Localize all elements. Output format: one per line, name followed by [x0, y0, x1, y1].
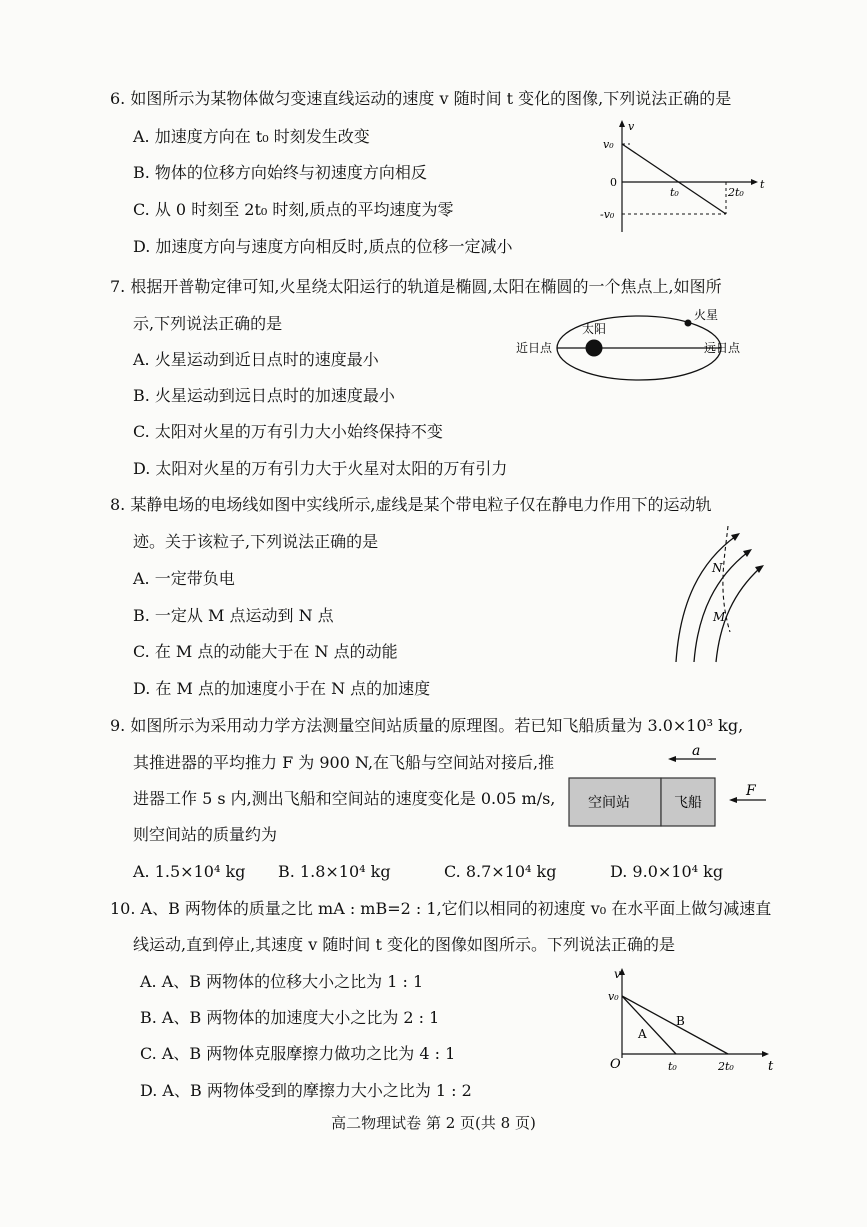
q8-field-line-1 — [676, 536, 736, 662]
q10-stem-line1: 10. A、B 两物体的质量之比 mA : mB=2 : 1,它们以相同的初速度 v₀ 在水平面上做匀减速直 — [110, 899, 772, 918]
q6-option-c: C. 从 0 时刻至 2t₀ 时刻,质点的平均速度为零 — [133, 200, 454, 219]
q7-option-b: B. 火星运动到远日点时的加速度最小 — [133, 386, 395, 405]
q6-t-label: t — [760, 178, 765, 191]
q10-vt-graph — [604, 966, 779, 1076]
q9-accel-arrow-icon — [668, 756, 676, 762]
q9-force-label: F — [746, 783, 756, 799]
q6-t0-label: t₀ — [670, 186, 679, 199]
q8-point-m-label: M — [713, 610, 726, 624]
q10-t-label: t — [768, 1059, 774, 1074]
q10-x-arrow-icon — [762, 1051, 769, 1057]
q10-2t0-label: 2t₀ — [718, 1060, 734, 1073]
q9-ship-label: 飞船 — [674, 795, 702, 811]
q10-v-label: v — [614, 967, 621, 981]
q6-origin-label: 0 — [610, 176, 617, 189]
q8-option-c: C. 在 M 点的动能大于在 N 点的动能 — [133, 642, 398, 661]
q9-option-c: C. 8.7×10⁴ kg — [444, 862, 557, 881]
q7-option-a: A. 火星运动到近日点时的速度最小 — [133, 350, 379, 369]
q9-stem-line2: 其推进器的平均推力 F 为 900 N,在飞船与空间站对接后,推 — [133, 753, 555, 772]
q8-field-diagram — [668, 522, 778, 672]
q9-stem-line1: 9. 如图所示为采用动力学方法测量空间站质量的原理图。若已知飞船质量为 3.0×10³ kg, — [110, 716, 744, 735]
q10-t0-label: t₀ — [668, 1060, 677, 1073]
q8-option-d: D. 在 M 点的加速度小于在 N 点的加速度 — [133, 679, 431, 698]
q8-option-a: A. 一定带负电 — [133, 569, 235, 588]
q9-stem-line4: 则空间站的质量约为 — [133, 825, 278, 844]
q6-x-arrow-icon — [751, 179, 758, 185]
q6-2t0-label: 2t₀ — [728, 186, 744, 199]
q7-orbit-diagram — [514, 303, 754, 383]
q9-stem-line3: 进器工作 5 s 内,测出飞船和空间站的速度变化是 0.05 m/s, — [133, 789, 556, 808]
q6-y-arrow-icon — [619, 120, 625, 127]
q6-v-label: v — [628, 120, 635, 133]
q10-line-b-label: B — [676, 1014, 685, 1028]
q9-station-label: 空间站 — [588, 795, 630, 811]
q10-option-a: A. A、B 两物体的位移大小之比为 1 : 1 — [140, 972, 424, 991]
q10-v0-label: v₀ — [608, 990, 619, 1003]
q6-option-b: B. 物体的位移方向始终与初速度方向相反 — [133, 163, 427, 182]
q9-accel-label: a — [692, 743, 701, 759]
q7-mars-label: 火星 — [694, 308, 719, 322]
q6-velocity-line — [622, 144, 726, 214]
q10-line-a-label: A — [638, 1027, 647, 1041]
q10-option-b: B. A、B 两物体的加速度大小之比为 2 : 1 — [140, 1008, 440, 1027]
q9-option-a: A. 1.5×10⁴ kg — [133, 862, 246, 881]
q8-point-n-label: N — [712, 561, 723, 575]
q8-stem-line2: 迹。关于该粒子,下列说法正确的是 — [133, 532, 379, 551]
q10-option-d: D. A、B 两物体受到的摩擦力大小之比为 1 : 2 — [140, 1081, 472, 1100]
q8-field-arrow-1-icon — [731, 533, 740, 541]
q7-option-c: C. 太阳对火星的万有引力大小始终保持不变 — [133, 422, 443, 441]
q7-aphelion-label: 远日点 — [704, 341, 741, 355]
q7-mars-icon — [685, 320, 692, 327]
q10-origin-label: O — [610, 1057, 621, 1072]
q9-docking-diagram — [566, 744, 776, 834]
q6-option-d: D. 加速度方向与速度方向相反时,质点的位移一定减小 — [133, 237, 513, 256]
q7-sun-label: 太阳 — [582, 322, 607, 336]
q10-option-c: C. A、B 两物体克服摩擦力做功之比为 4 : 1 — [140, 1044, 456, 1063]
q6-neg-v0-label: -v₀ — [600, 208, 615, 221]
q6-v0-label: v₀ — [603, 138, 614, 151]
q9-option-b: B. 1.8×10⁴ kg — [278, 862, 391, 881]
q10-stem-line2: 线运动,直到停止,其速度 v 随时间 t 变化的图像如图所示。下列说法正确的是 — [133, 935, 675, 954]
q7-sun-icon — [586, 340, 603, 357]
q9-option-d: D. 9.0×10⁴ kg — [610, 862, 724, 881]
q7-perihelion-label: 近日点 — [516, 341, 553, 355]
q7-stem-line1: 7. 根据开普勒定律可知,火星绕太阳运行的轨道是椭圆,太阳在椭圆的一个焦点上,如图所 — [110, 277, 722, 296]
page-footer: 高二物理试卷 第 2 页(共 8 页) — [331, 1114, 536, 1132]
q10-line-a — [622, 996, 676, 1054]
q6-stem: 6. 如图所示为某物体做匀变速直线运动的速度 v 随时间 t 变化的图像,下列说法正确的是 — [110, 89, 732, 108]
q6-vt-graph — [600, 118, 770, 238]
q7-option-d: D. 太阳对火星的万有引力大于火星对太阳的万有引力 — [133, 459, 508, 478]
q10-line-b — [622, 996, 728, 1054]
q8-stem-line1: 8. 某静电场的电场线如图中实线所示,虚线是某个带电粒子仅在静电力作用下的运动轨 — [110, 495, 712, 514]
q7-stem-line2: 示,下列说法正确的是 — [133, 314, 283, 333]
q9-force-arrow-icon — [729, 797, 737, 803]
q6-option-a: A. 加速度方向在 t₀ 时刻发生改变 — [133, 127, 370, 146]
q8-option-b: B. 一定从 M 点运动到 N 点 — [133, 606, 334, 625]
